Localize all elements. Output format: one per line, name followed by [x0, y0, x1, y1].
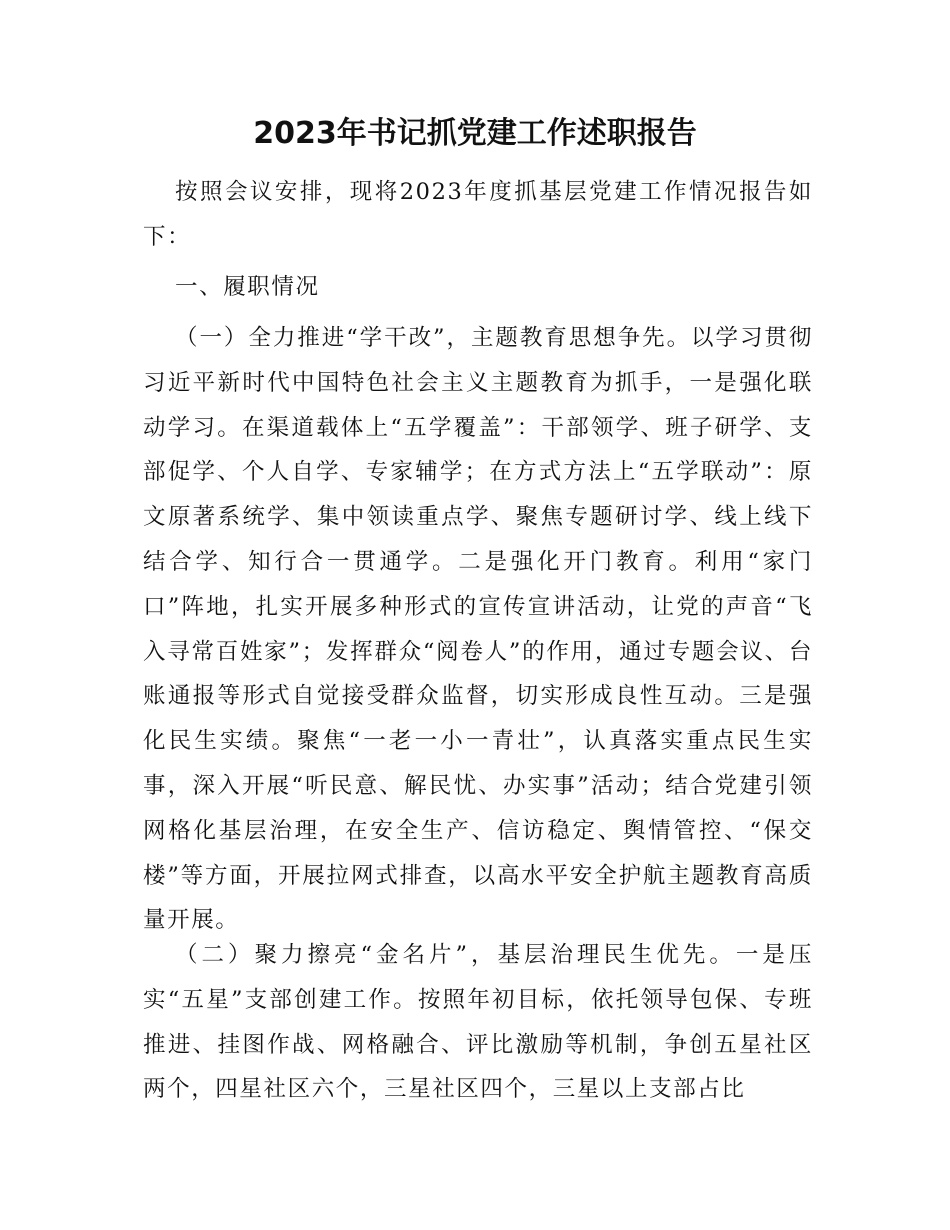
intro-paragraph: 按照会议安排，现将2023年度抓基层党建工作情况报告如下：: [143, 179, 813, 250]
section-heading: 一、履职情况: [175, 274, 320, 300]
section-paragraph-1: （一）全力推进“学干改”，主题教育思想争先。以学习贯彻习近平新时代中国特色社会主义主题教育为抓手，一是强化联动学习。在渠道载体上“五学覆盖”：干部领学、班子研学、支部促学、个人自学、专家辅学；在方式方法上“五学联动”：原文原著系统学、集中领读重点学、聚焦专题研讨学、线上线下结合学、知行合一贯通学。二是强化开门教育。利用“家门口”阵地，扎实开展多种形式的宣传宣讲活动，让党的声音“飞入寻常百姓家”；发挥群众“阅卷人”的作用，通过专题会议、台账通报等形式自觉接受群众监督，切实形成良性互动。三是强化民生实绩。聚焦“一老一小一青壮”，认真落实重点民生实事，深入开展“听民意、解民忧、办实事”活动；结合党建引领网格化基层治理，在安全生产、信访稳定、舆情管控、“保交楼”等方面，开展拉网式排查，以高水平安全护航主题教育高质量开展。: [143, 325, 813, 934]
section-paragraph-2: （二）聚力擦亮“金名片”，基层治理民生优先。一是压实“五星”支部创建工作。按照年初目标，依托领导包保、专班推进、挂图作战、网格融合、评比激励等机制，争创五星社区两个，四星社区六个，三星社区四个，三星以上支部占比: [143, 942, 813, 1103]
document-title: 2023年书记抓党建工作述职报告: [253, 116, 697, 151]
